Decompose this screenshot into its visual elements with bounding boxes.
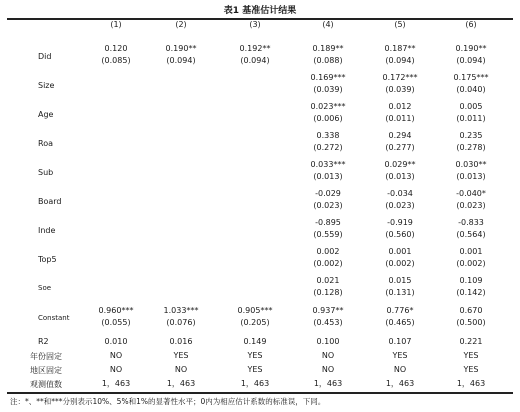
coef-cell: 0.029** [384,160,416,169]
row-label: Board [38,197,62,206]
coef-cell: 0.015 [388,276,412,285]
row-label: Sub [38,168,54,177]
se-cell: (0.559) [313,230,343,239]
coef-cell: 0.190** [455,44,487,53]
stat-cell: 0.107 [388,337,412,346]
se-cell: (0.128) [313,288,343,297]
coef-cell: 0.001 [459,247,483,256]
se-cell: (0.011) [385,114,415,123]
se-cell: (0.055) [101,318,131,327]
se-cell: (0.560) [385,230,415,239]
se-cell: (0.500) [456,318,486,327]
stat-cell: 1，463 [385,379,415,388]
se-cell: (0.564) [456,230,486,239]
se-cell: (0.023) [385,201,415,210]
se-cell: (0.278) [456,143,486,152]
stat-cell: YES [463,365,479,374]
coef-cell: 0.030** [455,160,487,169]
coef-cell: -0.040* [456,189,486,198]
se-cell: (0.094) [166,56,196,65]
row-label: Inde [38,226,56,235]
se-cell: (0.013) [456,172,486,181]
stat-cell: NO [109,351,123,360]
se-cell: (0.094) [456,56,486,65]
bottom-rule [7,392,513,394]
coef-cell: -0.029 [315,189,341,198]
stat-cell: 0.221 [459,337,483,346]
stat-cell: 1，463 [240,379,270,388]
se-cell: (0.023) [456,201,486,210]
stat-cell: 1，463 [101,379,131,388]
coef-cell: 0.235 [459,131,483,140]
se-cell: (0.453) [313,318,343,327]
se-cell: (0.039) [313,85,343,94]
coef-cell: 0.002 [316,247,340,256]
se-cell: (0.085) [101,56,131,65]
stat-cell: 0.100 [316,337,340,346]
se-cell: (0.142) [456,288,486,297]
se-cell: (0.002) [313,259,343,268]
coef-cell: 0.120 [104,44,128,53]
coef-cell: 0.187** [384,44,416,53]
coef-cell: 0.338 [316,131,340,140]
column-header: (6) [465,20,477,29]
se-cell: (0.088) [313,56,343,65]
coef-cell: 0.169*** [310,73,346,82]
coef-cell: 0.021 [316,276,340,285]
se-cell: (0.013) [313,172,343,181]
stat-cell: NO [321,365,335,374]
se-cell: (0.002) [456,259,486,268]
coef-cell: 0.960*** [98,306,134,315]
stat-cell: YES [247,351,263,360]
coef-cell: 0.189** [312,44,344,53]
column-header: (4) [322,20,334,29]
coef-cell: -0.895 [315,218,341,227]
stat-cell: 1，463 [456,379,486,388]
se-cell: (0.011) [456,114,486,123]
coef-cell: 0.776* [386,306,414,315]
table-title: 表1 基准估计结果 [223,6,297,16]
stat-label: 地区固定 [30,366,62,375]
coef-cell: 0.905*** [237,306,273,315]
row-label: Age [38,110,54,119]
se-cell: (0.094) [240,56,270,65]
column-header: (3) [249,20,261,29]
se-cell: (0.272) [313,143,343,152]
stat-cell: YES [463,351,479,360]
stat-cell: YES [247,365,263,374]
coef-cell: 0.175*** [453,73,489,82]
coef-cell: 0.109 [459,276,483,285]
se-cell: (0.006) [313,114,343,123]
coef-cell: 1.033*** [163,306,199,315]
stat-cell: NO [109,365,123,374]
se-cell: (0.131) [385,288,415,297]
coef-cell: 0.012 [388,102,412,111]
se-cell: (0.205) [240,318,270,327]
row-label: Size [38,81,55,90]
se-cell: (0.023) [313,201,343,210]
stat-cell: 1，463 [313,379,343,388]
row-label: Soe [38,284,52,292]
stat-cell: YES [173,351,189,360]
se-cell: (0.094) [385,56,415,65]
table-note: 注：*、**和***分别表示10%、5%和1%的显著性水平；0内为相应估计系数的标准误，下同。 [10,397,326,406]
stat-label: 观测值数 [30,380,62,389]
coef-cell: 0.937** [312,306,344,315]
column-header: (1) [110,20,122,29]
se-cell: (0.039) [385,85,415,94]
stat-label: R2 [38,337,49,346]
coef-cell: 0.294 [388,131,412,140]
se-cell: (0.076) [166,318,196,327]
stat-cell: 0.010 [104,337,128,346]
coef-cell: 0.023*** [310,102,346,111]
coef-cell: 0.192** [239,44,271,53]
row-label: Constant [38,314,70,322]
stat-cell: NO [174,365,188,374]
se-cell: (0.013) [385,172,415,181]
stat-cell: NO [321,351,335,360]
coef-cell: 0.670 [459,306,483,315]
coef-cell: -0.034 [387,189,413,198]
coef-cell: 0.033*** [310,160,346,169]
column-header: (2) [175,20,187,29]
row-label: Roa [38,139,53,148]
stat-cell: 0.149 [243,337,267,346]
se-cell: (0.002) [385,259,415,268]
coef-cell: -0.919 [387,218,413,227]
se-cell: (0.277) [385,143,415,152]
coef-cell: 0.005 [459,102,483,111]
coef-cell: 0.172*** [382,73,418,82]
coef-cell: -0.833 [458,218,484,227]
stat-cell: YES [392,351,408,360]
stat-cell: 1，463 [166,379,196,388]
column-header: (5) [394,20,406,29]
stat-label: 年份固定 [30,352,62,361]
coef-cell: 0.001 [388,247,412,256]
row-label: Top5 [38,255,57,264]
se-cell: (0.040) [456,85,486,94]
stat-cell: 0.016 [169,337,193,346]
row-label: Did [38,52,52,61]
stat-cell: NO [393,365,407,374]
se-cell: (0.465) [385,318,415,327]
coef-cell: 0.190** [165,44,197,53]
